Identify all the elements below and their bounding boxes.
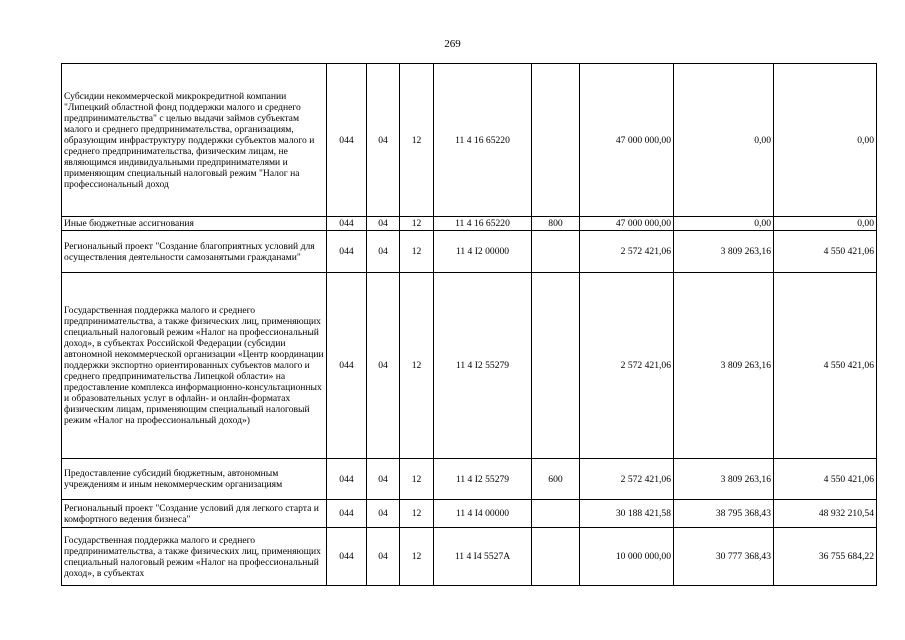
sum-year-3: 0,00: [774, 64, 877, 217]
row-name: Региональный проект "Создание благоприятных условий для осуществления деятельности самозанятыми гражданами": [62, 231, 327, 273]
expense-type-code: [532, 500, 580, 528]
ministry-code: 044: [327, 528, 367, 586]
sum-year-1: 47 000 000,00: [580, 217, 674, 231]
row-name: Региональный проект "Создание условий для легкого старта и комфортного ведения бизнеса": [62, 500, 327, 528]
table-row: [62, 231, 877, 273]
section-code: 04: [367, 528, 400, 586]
section-code: 04: [367, 231, 400, 273]
ministry-code: 044: [327, 231, 367, 273]
expense-type-code: [532, 528, 580, 586]
subsection-code: 12: [400, 273, 434, 459]
subsection-code: 12: [400, 217, 434, 231]
section-code: 04: [367, 500, 400, 528]
sum-year-3: 0,00: [774, 217, 877, 231]
row-name: Предоставление субсидий бюджетным, автономным учреждениям и иным некоммерческим организациям: [62, 459, 327, 500]
ministry-code: 044: [327, 64, 367, 217]
ministry-code: 044: [327, 500, 367, 528]
sum-year-1: 2 572 421,06: [580, 273, 674, 459]
target-code: 11 4 16 65220: [434, 217, 532, 231]
target-code: 11 4 I4 00000: [434, 500, 532, 528]
table-row: [62, 217, 877, 231]
target-code: 11 4 I4 5527А: [434, 528, 532, 586]
expense-type-code: [532, 273, 580, 459]
table-row: [62, 64, 877, 217]
sum-year-2: 3 809 263,16: [674, 273, 774, 459]
subsection-code: 12: [400, 459, 434, 500]
expense-type-code: [532, 64, 580, 217]
expense-type-code: [532, 231, 580, 273]
page-number: 269: [444, 38, 461, 50]
row-name: Субсидии некоммерческой микрокредитной компании "Липецкий областной фонд поддержки малого и среднего предпринимательства" с целью выдачи займов субъектам малого и среднего предпринимательства, организациям, образующим инфраструктуру поддержки субъектов малого и среднего предпринимательства, физическим лицам, не являющимся индивидуальными предпринимателями и применяющим специальный налоговый режим "Налог на профессиональный доход: [62, 64, 327, 217]
table-row: [62, 500, 877, 528]
subsection-code: 12: [400, 231, 434, 273]
row-name: Государственная поддержка малого и среднего предпринимательства, а также физических лиц, применяющих специальный налоговый режим «Налог на профессиональный доход», в субъектах Российской Федерации (субсидии автономной некоммерческой организации «Центр координации поддержки экспортно ориентированных субъектов малого и среднего предпринимательства Липецкой области» на предоставление комплекса информационно-консультационных и образовательных услуг в офлайн- и онлайн-форматах физическим лицам, применяющим специальный налоговый режим «Налог на профессиональный доход»): [62, 273, 327, 459]
budget-table: [61, 63, 877, 586]
subsection-code: 12: [400, 64, 434, 217]
table-row: [62, 459, 877, 500]
section-code: 04: [367, 273, 400, 459]
sum-year-2: 0,00: [674, 64, 774, 217]
sum-year-2: 0,00: [674, 217, 774, 231]
row-name: Государственная поддержка малого и среднего предпринимательства, а также физических лиц, применяющих специальный налоговый режим «Налог на профессиональный доход», в субъектах: [62, 528, 327, 586]
target-code: 11 4 I2 00000: [434, 231, 532, 273]
section-code: 04: [367, 217, 400, 231]
subsection-code: 12: [400, 528, 434, 586]
ministry-code: 044: [327, 273, 367, 459]
sum-year-1: 47 000 000,00: [580, 64, 674, 217]
target-code: 11 4 16 65220: [434, 64, 532, 217]
row-name: Иные бюджетные ассигнования: [62, 217, 327, 231]
sum-year-1: 10 000 000,00: [580, 528, 674, 586]
target-code: 11 4 I2 55279: [434, 459, 532, 500]
sum-year-2: 3 809 263,16: [674, 459, 774, 500]
sum-year-3: 48 932 210,54: [774, 500, 877, 528]
sum-year-1: 2 572 421,06: [580, 459, 674, 500]
ministry-code: 044: [327, 459, 367, 500]
sum-year-1: 30 188 421,58: [580, 500, 674, 528]
sum-year-1: 2 572 421,06: [580, 231, 674, 273]
target-code: 11 4 I2 55279: [434, 273, 532, 459]
table-row: [62, 528, 877, 586]
sum-year-2: 3 809 263,16: [674, 231, 774, 273]
ministry-code: 044: [327, 217, 367, 231]
sum-year-2: 30 777 368,43: [674, 528, 774, 586]
sum-year-2: 38 795 368,43: [674, 500, 774, 528]
sum-year-3: 4 550 421,06: [774, 459, 877, 500]
expense-type-code: 600: [532, 459, 580, 500]
subsection-code: 12: [400, 500, 434, 528]
sum-year-3: 4 550 421,06: [774, 273, 877, 459]
section-code: 04: [367, 64, 400, 217]
sum-year-3: 36 755 684,22: [774, 528, 877, 586]
section-code: 04: [367, 459, 400, 500]
expense-type-code: 800: [532, 217, 580, 231]
table-row: [62, 273, 877, 459]
sum-year-3: 4 550 421,06: [774, 231, 877, 273]
